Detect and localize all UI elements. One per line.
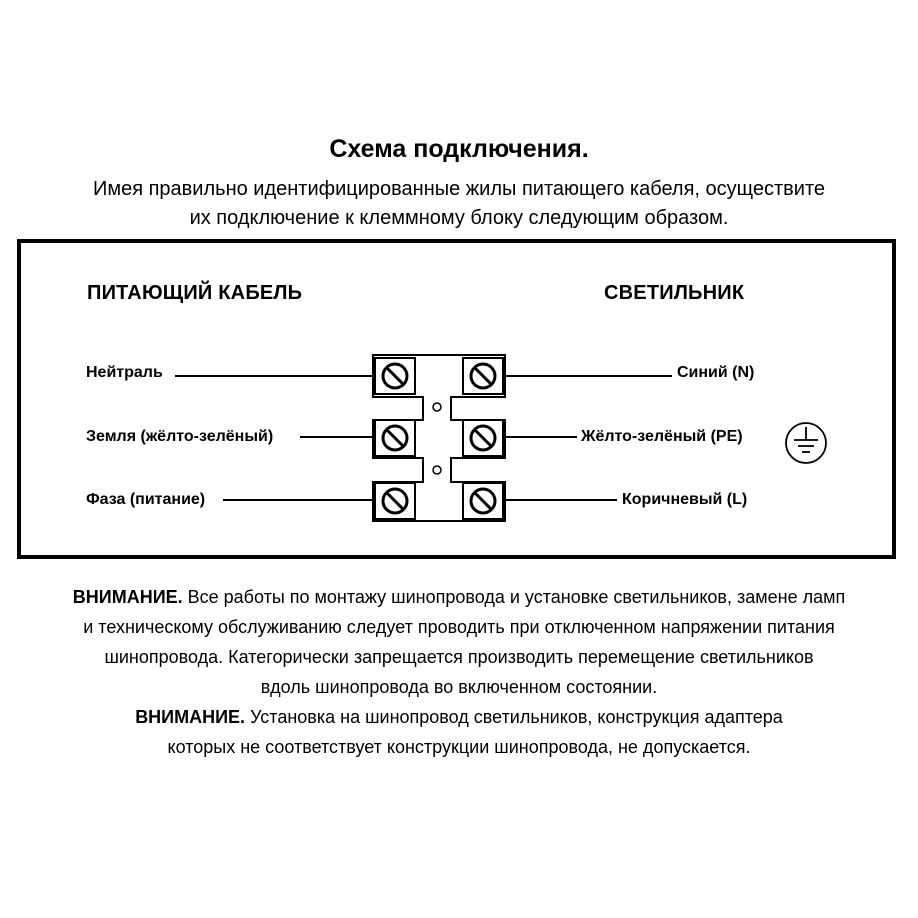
label-yellow-green-pe: Жёлто-зелёный (PE) <box>581 428 743 445</box>
warning-line <box>0 702 918 732</box>
label-brown-l: Коричневый (L) <box>622 491 748 508</box>
page-title: Схема подключения. <box>329 135 589 163</box>
mount-hole-icon <box>433 403 441 411</box>
label-phase: Фаза (питание) <box>86 491 206 508</box>
warning-line: шинопровода. Категорически запрещается производить перемещение светильников <box>104 647 814 667</box>
warning-text: Все работы по монтажу шинопровода и установке светильников, замене ламп <box>182 587 846 607</box>
warning-label-2: ВНИМАНИЕ. <box>135 707 246 727</box>
warning-label-1: ВНИМАНИЕ. <box>72 587 183 607</box>
left-header: ПИТАЮЩИЙ КАБЕЛЬ <box>87 282 303 304</box>
warning-block <box>0 582 918 762</box>
right-header: СВЕТИЛЬНИК <box>604 282 745 304</box>
screw-icons <box>383 364 495 513</box>
ground-icon <box>786 423 826 463</box>
warning-line: и техническому обслуживанию следует проводить при отключенном напряжении питания <box>83 617 835 637</box>
intro-line-2: их подключение к клеммному блоку следующим образом. <box>189 207 729 229</box>
mount-hole-icon <box>433 466 441 474</box>
warning-line: которых не соответствует конструкции шинопровода, не допускается. <box>167 737 751 757</box>
warning-text: Установка на шинопровод светильников, конструкция адаптера <box>245 707 783 727</box>
intro-line-1: Имея правильно идентифицированные жилы питающего кабеля, осуществите <box>92 178 826 200</box>
label-earth: Земля (жёлто-зелёный) <box>86 428 274 445</box>
warning-line <box>0 582 918 612</box>
wiring-diagram <box>17 239 896 559</box>
intro-text <box>0 175 918 233</box>
label-blue-n: Синий (N) <box>677 364 755 381</box>
label-neutral: Нейтраль <box>86 364 163 381</box>
warning-line: вдоль шинопровода во включенном состоянии. <box>260 677 658 697</box>
